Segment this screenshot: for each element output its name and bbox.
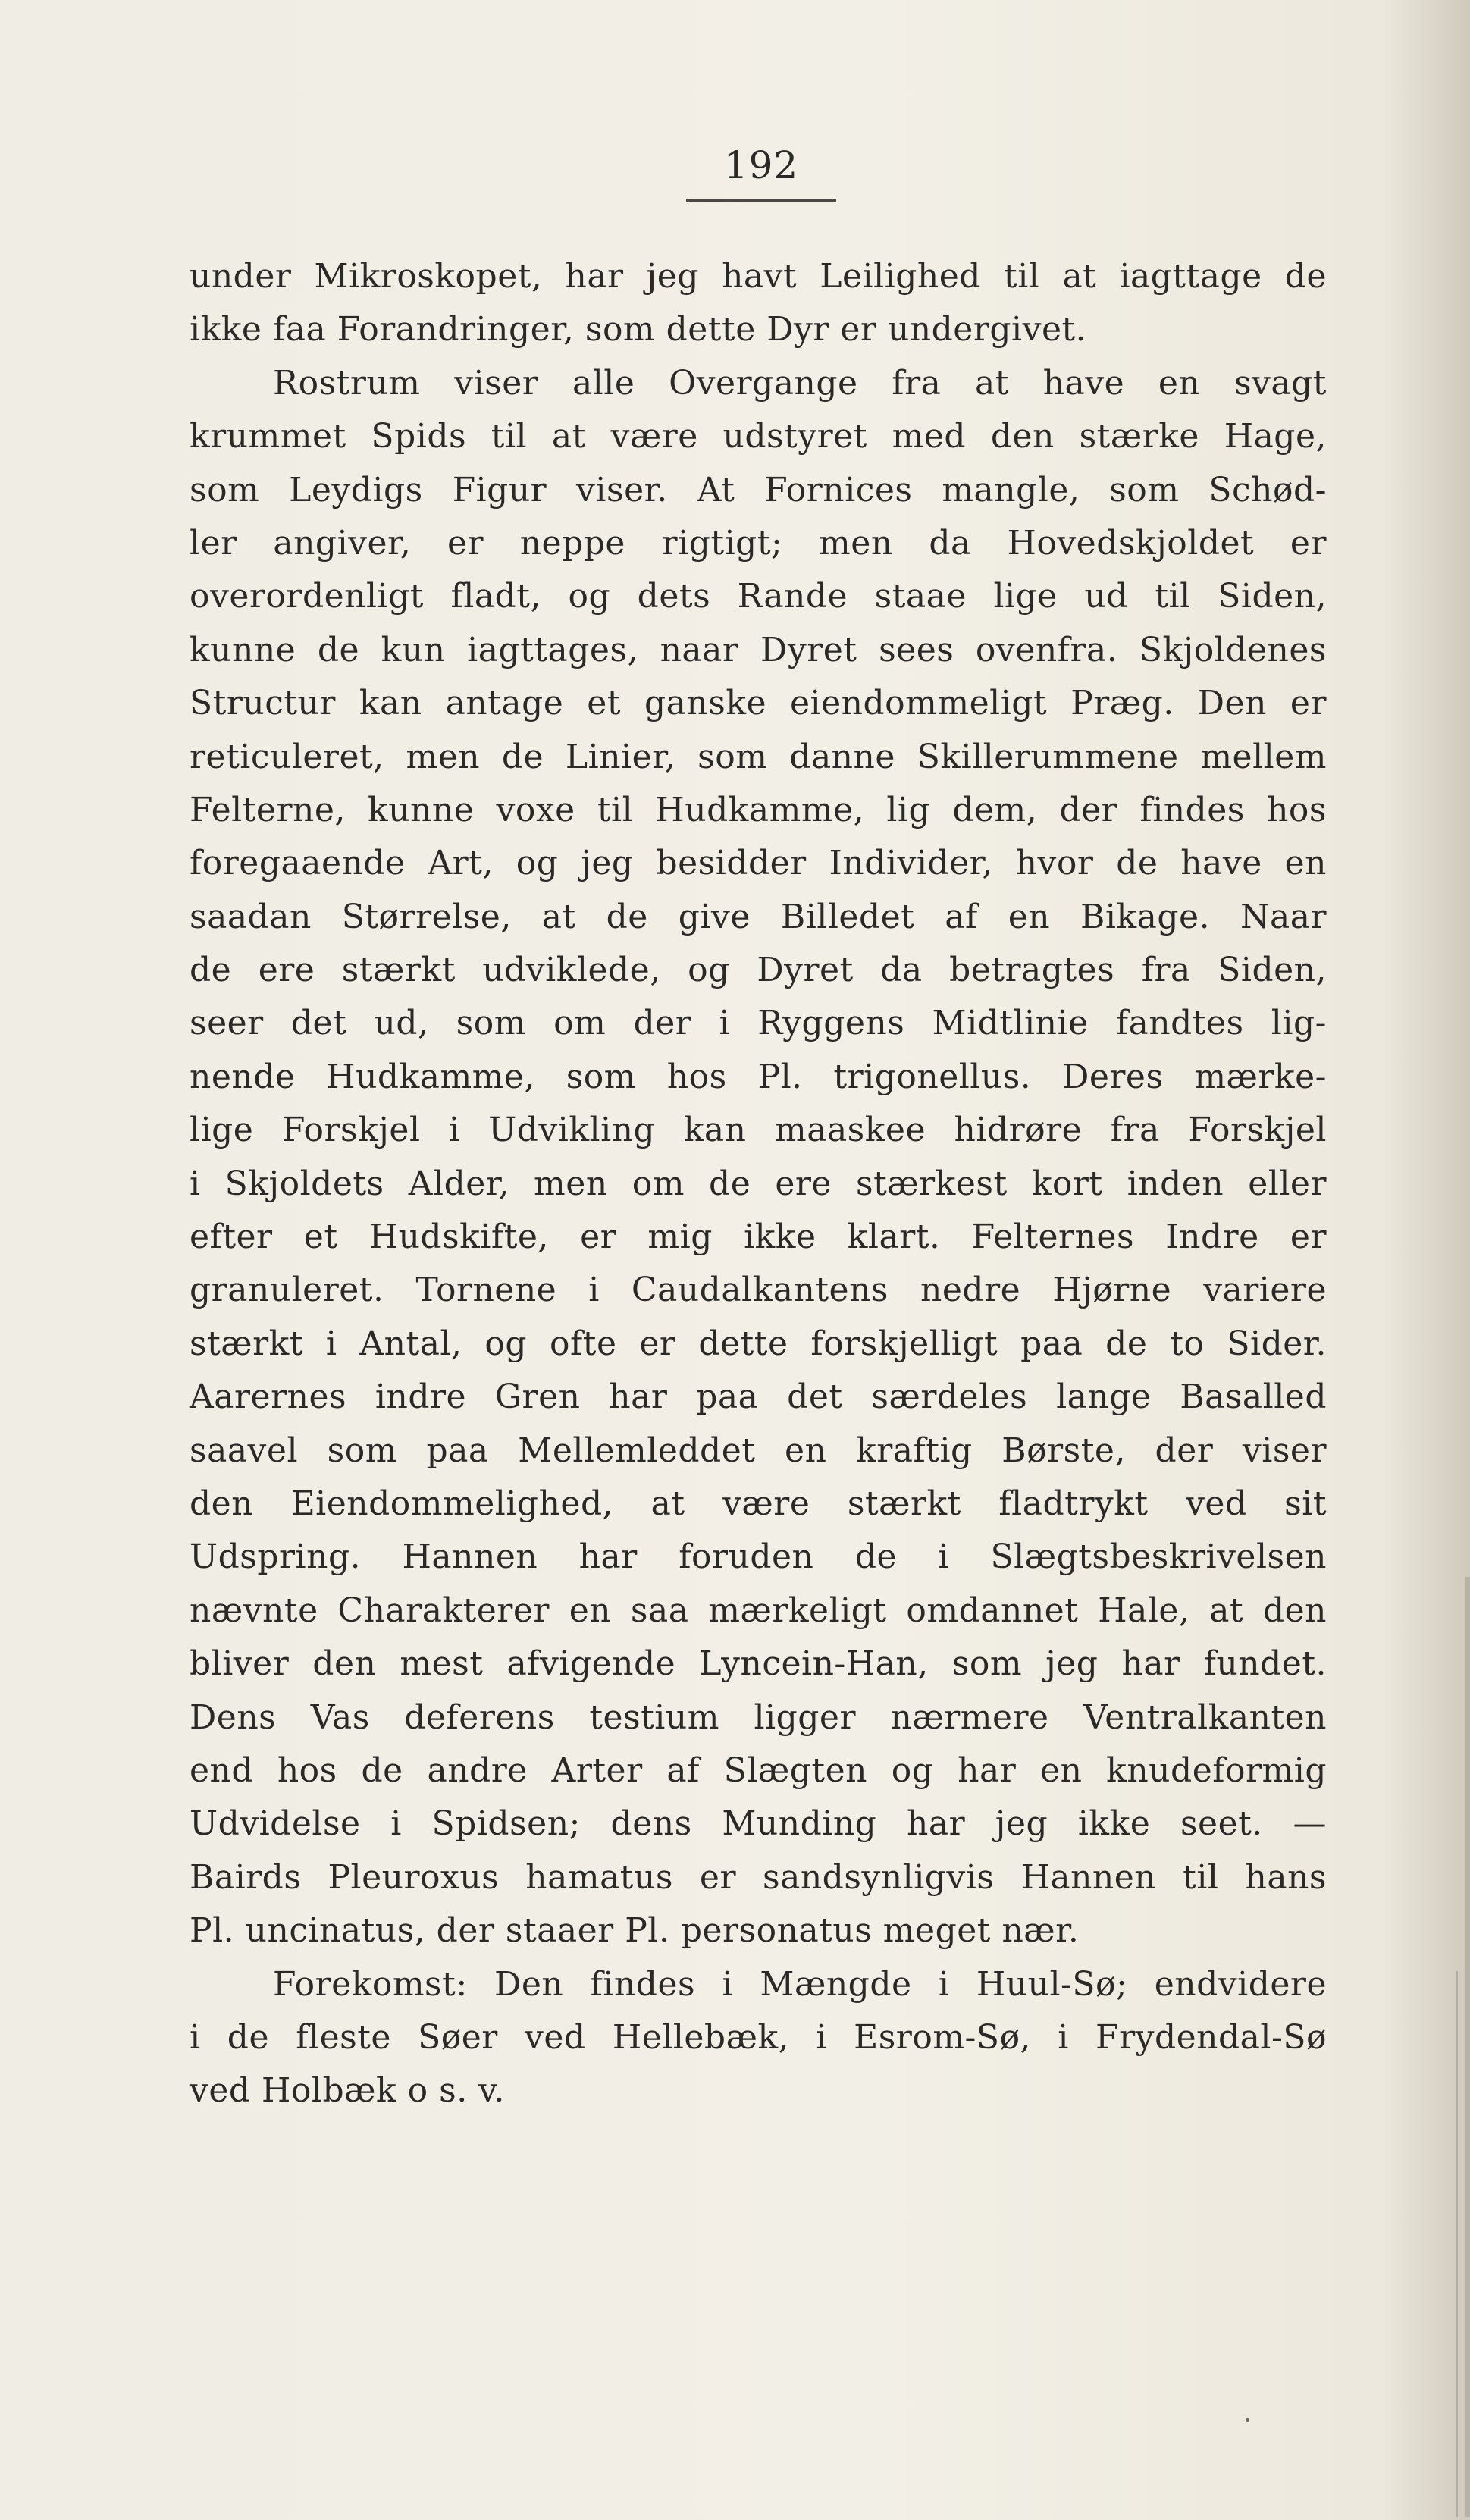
text-line: Dens Vas deferens testium ligger nærmere Ventralkanten	[190, 1697, 1327, 1737]
text-line: Pl. uncinatus, der staaer Pl. personatus meget nær.	[190, 1911, 1080, 1951]
text-line: saadan Størrelse, at de give Billedet af en Bikage. Naar	[190, 897, 1327, 936]
text-line: under Mikroskopet, har jeg havt Leilighed til at iagttage de	[190, 257, 1327, 296]
text-line: end hos de andre Arter af Slægten og har en knudeformig	[190, 1751, 1327, 1790]
text-line: ved Holbæk o s. v.	[190, 2071, 505, 2111]
page-edge-shadow	[1465, 1577, 1470, 2517]
paragraph-3	[190, 1958, 1327, 2118]
text-line: bliver den mest afvigende Lyncein-Han, som jeg har fundet.	[190, 1644, 1327, 1684]
text-line: i Skjoldets Alder, men om de ere stærkest kort inden eller	[190, 1164, 1327, 1203]
text-line: ler angiver, er neppe rigtigt; men da Hovedskjoldet er	[190, 523, 1327, 563]
text-line: ikke faa Forandringer, som dette Dyr er undergivet.	[190, 310, 1087, 349]
text-line: Felterne, kunne voxe til Hudkamme, lig dem, der findes hos	[190, 790, 1327, 829]
page-number: 192	[723, 143, 799, 187]
text-line: i de fleste Søer ved Hellebæk, i Esrom-Sø, i Frydendal-Sø	[190, 2017, 1327, 2057]
text-line: Aarernes indre Gren har paa det særdeles lange Basalled	[190, 1378, 1327, 1417]
body-text	[190, 250, 1327, 2118]
text-line: reticuleret, men de Linier, som danne Skillerummene mellem	[190, 737, 1327, 776]
header-rule	[686, 199, 836, 202]
paragraph-2	[190, 357, 1327, 1958]
paragraph-1	[190, 250, 1327, 357]
text-line: som Leydigs Figur viser. At Fornices mangle, som Schød-	[190, 470, 1327, 509]
text-line: nende Hudkamme, som hos Pl. trigonellus. Deres mærke-	[190, 1057, 1327, 1096]
text-line: de ere stærkt udviklede, og Dyret da betragtes fra Siden,	[190, 951, 1327, 990]
page-edge-shadow	[1456, 1971, 1458, 2517]
text-line: Udspring. Hannen har foruden de i Slægtsbeskrivelsen	[190, 1537, 1327, 1577]
text-line: seer det ud, som om der i Ryggens Midtlinie fandtes lig-	[190, 1004, 1327, 1043]
text-line: granuleret. Tornene i Caudalkantens nedre Hjørne variere	[190, 1271, 1327, 1310]
text-line: Udvidelse i Spidsen; dens Munding har jeg ikke seet. —	[190, 1804, 1327, 1844]
text-line: den Eiendommelighed, at være stærkt fladtrykt ved sit	[190, 1484, 1327, 1523]
text-line: lige Forskjel i Udvikling kan maaskee hidrøre fra Forskjel	[190, 1111, 1327, 1150]
text-line: efter et Hudskifte, er mig ikke klart. Felternes Indre er	[190, 1218, 1327, 1257]
text-line: Rostrum viser alle Overgange fra at have en svagt	[273, 363, 1327, 403]
text-line: foregaaende Art, og jeg besidder Individer, hvor de have en	[190, 844, 1327, 883]
text-line: stærkt i Antal, og ofte er dette forskjelligt paa de to Sider.	[190, 1324, 1327, 1363]
text-line: Forekomst: Den findes i Mængde i Huul-Sø; endvidere	[273, 1964, 1327, 2004]
text-line: nævnte Charakterer en saa mærkeligt omdannet Hale, at den	[190, 1591, 1327, 1630]
text-line: krummet Spids til at være udstyret med den stærke Hage,	[190, 417, 1327, 456]
text-line: overordenligt fladt, og dets Rande staae lige ud til Siden,	[190, 577, 1327, 616]
text-line: Bairds Pleuroxus hamatus er sandsynligvis Hannen til hans	[190, 1857, 1327, 1897]
text-line: saavel som paa Mellemleddet en kraftig Børste, der viser	[190, 1431, 1327, 1470]
paper-speck	[1246, 2418, 1249, 2422]
text-line: Structur kan antage et ganske eiendommeligt Præg. Den er	[190, 684, 1327, 723]
text-line: kunne de kun iagttages, naar Dyret sees ovenfra. Skjoldenes	[190, 630, 1327, 669]
